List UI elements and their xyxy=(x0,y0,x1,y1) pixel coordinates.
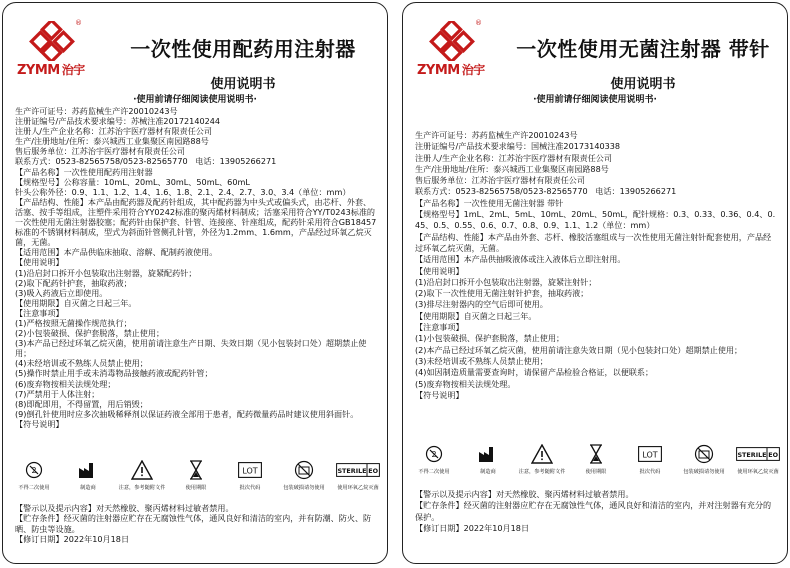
svg-text:2: 2 xyxy=(31,466,37,475)
symbol-item xyxy=(681,443,727,475)
text-line: 【符号说明】 xyxy=(15,418,64,429)
text-line: (1)沿启封口拆开小包装取出注射器，旋紧配药针； xyxy=(15,267,197,278)
symbol-label: 使用期限 xyxy=(185,485,207,491)
no-reuse-icon xyxy=(25,459,43,481)
text-line: (6)废弃物按相关法规处理； xyxy=(15,378,116,389)
text-line: 【产品结构、性能】本产品由外套、芯杆、橡胶活塞组成与一次性使用无菌注射针配套使用，产品经过环氧乙烷灭菌，无菌。 xyxy=(415,231,772,253)
text-line: 【贮存条件】经灭菌的注射器应贮存在无腐蚀性气体，通风良好和清洁的室内，并有防潮、防火、防晒、防虫等设施。 xyxy=(15,513,372,534)
lot-icon xyxy=(238,459,262,481)
text-line: (4)未经培训或不熟练人员禁止使用； xyxy=(15,358,148,369)
symbol-label: 使用环氧乙烷灭菌 xyxy=(337,485,379,491)
text-line: 生产许可证号：苏药监械生产许20010243号 xyxy=(15,106,178,116)
instruction-footer xyxy=(15,503,379,545)
product-title: 一次性使用配药用注射器 xyxy=(130,37,356,61)
text-line: 生产/注册地址/住所：泰兴城西工业集聚区南园路88号 xyxy=(415,163,609,174)
text-line: (9)倒孔针使用时应多次抽吸稀释剂以保证药液全部用于患者，配药微量药品时建议使用斜面针。 xyxy=(15,408,359,419)
text-line: 售后服务单位：江苏治宇医疗器材有限责任公司 xyxy=(415,175,585,186)
text-line: 【修订日期】2022年10月18日 xyxy=(415,523,530,534)
text-line: 注册证编号/产品技术要求编号：国械注准20173140338 xyxy=(415,141,621,152)
text-line: (2)取下配药针护套，抽取药液； xyxy=(15,277,132,288)
brand-name-cn: 治宇 xyxy=(461,63,485,77)
text-line: 【规格型号】公称容量：10mL、20mL、30mL、50mL、60mL xyxy=(15,176,250,187)
damaged-package-icon xyxy=(694,443,714,465)
symbol-item xyxy=(227,459,273,491)
symbol-label: 注意，参考随附文件 xyxy=(518,469,566,475)
manufacturer-icon xyxy=(78,459,98,481)
text-line: 【产品结构、性能】本产品由配药器及配药针组成，其中配药器为中头式或偏头式，由芯杆、外套、活塞、按手等组成，注塑件采用符合YY0242标准的聚丙烯材料制成；活塞采用符合YY/T0243标准的一次性使用无菌注射器胶塞；配药针由保护套、针管、连接座、针座组成，配药针采用符合GB18457标准的不锈钢材料制成，型式为斜面针管侧孔针管，外径为1.2mm、1.6mm，产品经过环氧乙烷灭菌，无菌。 xyxy=(15,196,377,248)
text-line: 【注意事项】 xyxy=(415,322,464,333)
brand-logo xyxy=(417,21,495,77)
symbol-label: 制造商 xyxy=(80,485,96,491)
brand-name-cn: 治宇 xyxy=(61,63,85,77)
brand-name-en: ZYMM xyxy=(417,63,460,78)
svg-text:LOT: LOT xyxy=(242,466,258,476)
logo-mark-icon xyxy=(429,21,475,61)
brand-name xyxy=(417,61,485,78)
symbol-label: 包装破损请勿使用 xyxy=(283,485,325,491)
registered-mark: ® xyxy=(475,19,482,27)
text-line: 【产品名称】一次性使用无菌注射器 带针 xyxy=(415,197,564,208)
symbol-label: 批次代码 xyxy=(639,469,661,475)
symbol-item xyxy=(735,443,781,475)
hourglass-icon xyxy=(189,459,203,481)
logo-mark-icon xyxy=(29,21,75,61)
symbol-item xyxy=(173,459,219,491)
document-subtitle: 使用说明书 xyxy=(610,77,676,92)
text-line: 【产品名称】一次性使用配药用注射器 xyxy=(15,166,153,177)
symbol-legend xyxy=(411,443,781,475)
svg-text:LOT: LOT xyxy=(642,450,658,460)
manufacturer-icon xyxy=(478,443,498,465)
text-line: (2)小包装破损、保护套脱落，禁止使用； xyxy=(15,328,165,339)
svg-text:STERILE: STERILE xyxy=(337,467,367,475)
text-line: (3)排尽注射器内的空气后即可使用。 xyxy=(415,299,548,310)
sterile-eo-icon xyxy=(736,443,780,465)
symbol-label: 制造商 xyxy=(480,469,496,475)
text-line: 【修订日期】2022年10月18日 xyxy=(15,534,130,545)
text-line: 【适用范围】本产品供临床抽取、溶解、配制药液使用。 xyxy=(15,247,218,258)
caution-icon xyxy=(131,459,153,481)
text-line: 【使用说明】 xyxy=(415,265,464,276)
hourglass-icon xyxy=(589,443,603,465)
symbol-item xyxy=(573,443,619,475)
text-line: 针头公称外径：0.9、1.1、1.2、1.4、1.6、1.8、2.1、2.4、2.7、3.0、3.4（单位：mm） xyxy=(15,186,351,197)
text-line: 联系方式：0523-82565758/0523-82565770 电话：13905266271 xyxy=(15,156,277,167)
symbol-label: 不得二次使用 xyxy=(18,485,50,491)
svg-text:2: 2 xyxy=(431,450,437,459)
symbol-item xyxy=(11,459,57,491)
text-line: 【规格型号】1mL、2mL、5mL、10mL、20mL、50mL，配针规格：0.3、0.33、0.36、0.4、0.45、0.5、0.55、0.6、0.7、0.8、0.9、1.1、1.2（单位：mm） xyxy=(415,209,776,231)
brand-name-en: ZYMM xyxy=(17,63,60,78)
instruction-footer xyxy=(415,489,779,535)
caution-icon xyxy=(531,443,553,465)
text-line: 【符号说明】 xyxy=(415,389,464,400)
brand-name xyxy=(17,61,85,78)
text-line: 售后服务单位：江苏治宇医疗器材有限责任公司 xyxy=(15,146,185,157)
text-line: (1)小包装破损、保护套脱落，禁止使用； xyxy=(415,333,565,344)
text-line: 【使用期限】自灭菌之日起三年。 xyxy=(15,297,137,308)
symbol-label: 使用环氧乙烷灭菌 xyxy=(737,469,779,475)
text-line: 【警示以及提示内容】对天然橡胶、聚丙烯材料过敏者禁用。 xyxy=(15,503,234,513)
text-line: (8)即配即用，不得留置，用后销毁； xyxy=(15,398,148,409)
product-title: 一次性使用无菌注射器 带针 xyxy=(516,37,770,61)
read-instructions-warning: ·使用前请仔细阅读使用说明书· xyxy=(533,95,657,105)
text-line: 注册证编号/产品技术要求编号：苏械注准20172140244 xyxy=(15,116,221,127)
text-line: 【使用期限】自灭菌之日起三年。 xyxy=(415,310,537,321)
text-line: (3)本产品已经过环氧乙烷灭菌，使用前请注意生产日期、失效日期（见小包装封口处）超期禁止使用； xyxy=(15,338,367,359)
right-instruction-sheet xyxy=(402,2,788,564)
symbol-label: 包装破损请勿使用 xyxy=(683,469,725,475)
text-line: 【贮存条件】经灭菌的注射器应贮存在无腐蚀性气体，通风良好和清洁的室内，并对注射器有充分的保护。 xyxy=(415,500,772,522)
text-line: (7)严禁用于人体注射； xyxy=(15,388,100,399)
read-instructions-warning: ·使用前请仔细阅读使用说明书· xyxy=(133,95,257,105)
symbol-label: 批次代码 xyxy=(239,485,261,491)
symbol-item xyxy=(465,443,511,475)
text-line: 注册人/生产企业名称：江苏治宇医疗器材有限责任公司 xyxy=(15,126,212,137)
text-line: 生产/注册地址/住所：泰兴城西工业集聚区南园路88号 xyxy=(15,136,209,147)
text-line: 【使用说明】 xyxy=(15,257,64,268)
symbol-item xyxy=(411,443,457,475)
text-line: (2)本产品已经过环氧乙烷灭菌，使用前请注意失效日期（见小包装封口处）超期禁止使用； xyxy=(415,344,743,355)
symbol-item xyxy=(65,459,111,491)
damaged-package-icon xyxy=(294,459,314,481)
symbol-item xyxy=(281,459,327,491)
text-line: (5)操作时禁止用手或未消毒物品接触药液或配药针管； xyxy=(15,368,213,379)
text-line: (3)吸入药液后立即使用。 xyxy=(15,287,108,298)
text-line: 联系方式：0523-82565758/0523-82565770 电话：13905266271 xyxy=(415,186,677,197)
svg-text:STERILE: STERILE xyxy=(737,451,767,459)
no-reuse-icon xyxy=(425,443,443,465)
instruction-body xyxy=(15,106,379,429)
text-line: 【适用范围】本产品供抽吸液体或注入液体后立即注射用。 xyxy=(415,254,626,265)
text-line: 注册人/生产企业名称：江苏治宇医疗器材有限责任公司 xyxy=(415,152,612,163)
text-line: (4)如因制造质量需要查询时，请保留产品检验合格证，以便联系； xyxy=(415,367,654,378)
instruction-body xyxy=(415,130,779,401)
text-line: (1)沿启封口拆开小包装取出注射器，旋紧注射针； xyxy=(415,276,597,287)
svg-text:EO: EO xyxy=(368,467,379,475)
document-subtitle: 使用说明书 xyxy=(210,77,276,92)
registered-mark: ® xyxy=(75,19,82,27)
symbol-item xyxy=(627,443,673,475)
sterile-eo-icon xyxy=(336,459,380,481)
left-instruction-sheet xyxy=(2,2,388,564)
brand-logo xyxy=(17,21,95,77)
text-line: (1)严格按照无菌操作规范执行； xyxy=(15,317,132,328)
lot-icon xyxy=(638,443,662,465)
text-line: 【注意事项】 xyxy=(15,307,64,318)
text-line: 生产许可证号：苏药监械生产许20010243号 xyxy=(415,130,578,140)
symbol-label: 注意，参考随附文件 xyxy=(118,485,166,491)
text-line: (5)废弃物按相关法规处理。 xyxy=(415,378,516,389)
text-line: 【警示以及提示内容】对天然橡胶、聚丙烯材料过敏者禁用。 xyxy=(415,489,634,499)
symbol-item xyxy=(519,443,565,475)
symbol-label: 使用期限 xyxy=(585,469,607,475)
symbol-item xyxy=(119,459,165,491)
symbol-item xyxy=(335,459,381,491)
text-line: (3)未经培训或不熟练人员禁止使用； xyxy=(415,355,548,366)
symbol-label: 不得二次使用 xyxy=(418,469,450,475)
symbol-legend xyxy=(11,459,381,491)
text-line: (2)取下一次性使用无菌注射针护套，抽取药液； xyxy=(415,288,589,299)
svg-text:EO: EO xyxy=(768,451,779,459)
